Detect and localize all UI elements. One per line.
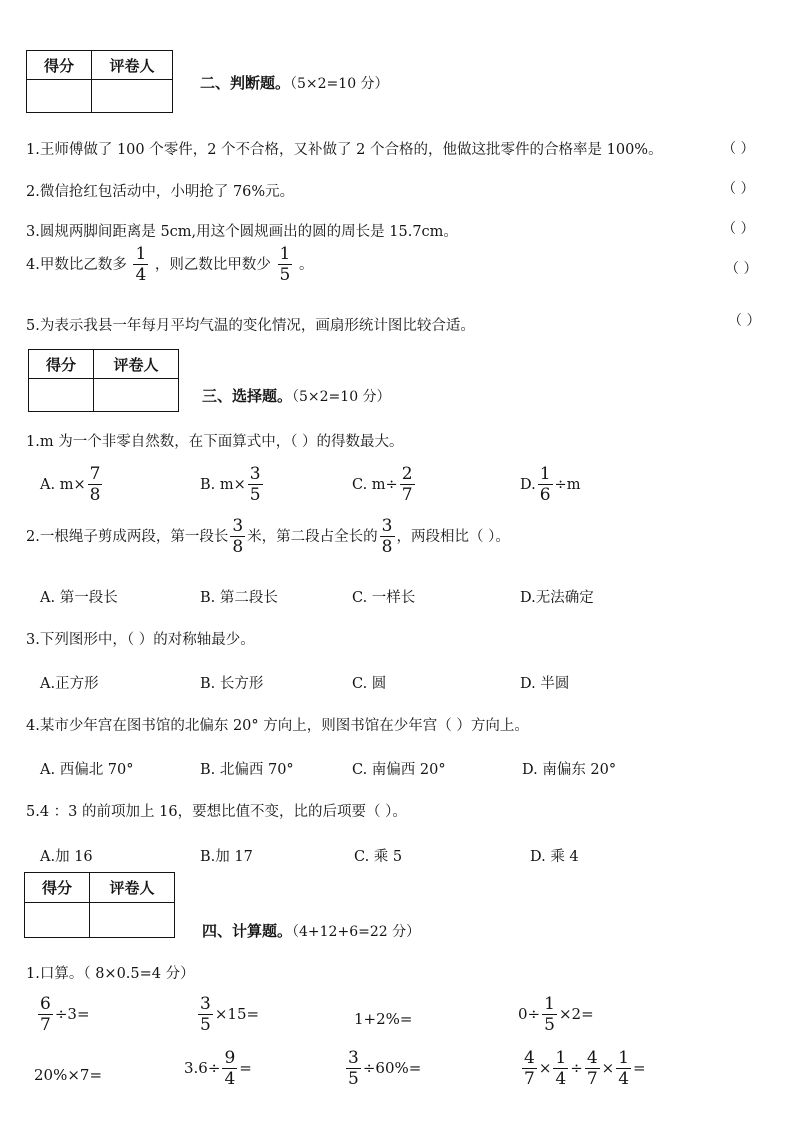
calc-item-3: 1+2%= xyxy=(354,1010,413,1028)
fraction-numerator: 3 xyxy=(348,1048,359,1068)
fraction-denominator: 7 xyxy=(586,1069,598,1089)
text-segment: ÷m xyxy=(554,477,581,493)
judge-question-5: 5.为表示我县一年每月平均气温的变化情况，画扇形统计图比较合适。 xyxy=(26,318,475,334)
fraction-numerator: 6 xyxy=(40,994,51,1014)
fraction xyxy=(230,518,245,556)
calc-question-1: 1.口算。（ 8×0.5=4 分） xyxy=(26,966,195,982)
option-d[interactable]: D.无法确定 xyxy=(520,590,594,606)
fraction-numerator: 3 xyxy=(249,464,261,484)
choice-question-3: 3.下列图形中，（ ）的对称轴最少。 xyxy=(26,632,255,648)
fraction xyxy=(198,996,213,1034)
option-b[interactable]: B. 长方形 xyxy=(200,676,264,692)
fraction xyxy=(222,1050,237,1088)
text-segment: ×2= xyxy=(558,1005,594,1023)
fraction-numerator: 1 xyxy=(555,1048,567,1068)
text-segment: 0÷ xyxy=(518,1005,541,1023)
fraction xyxy=(522,1050,537,1088)
text-segment: 2.一根绳子剪成两段，第一段长 xyxy=(26,529,229,545)
fraction xyxy=(133,246,148,284)
judge-question-1: 1.王师傅做了 100 个零件，2 个不合格，又补做了 2 个合格的，他做这批零件的合格率是 100%。 xyxy=(26,142,663,158)
section-title-choice xyxy=(202,385,391,406)
grader-label: 评卷人 xyxy=(94,350,179,379)
option-c[interactable]: C. 圆 xyxy=(352,676,387,692)
fraction-numerator: 3 xyxy=(200,994,211,1014)
text-segment: B. m× xyxy=(200,477,246,493)
fraction-denominator: 4 xyxy=(618,1069,630,1089)
option-b[interactable]: B. 第二段长 xyxy=(200,590,278,606)
fraction-denominator: 4 xyxy=(135,265,147,285)
grader-cell[interactable] xyxy=(94,379,179,412)
answer-paren-5[interactable]: （ ） xyxy=(728,313,761,329)
text-segment: C. m÷ xyxy=(352,477,398,493)
answer-paren-1[interactable]: （ ） xyxy=(722,141,755,157)
fraction xyxy=(616,1050,631,1088)
text-segment: D. xyxy=(520,477,536,493)
text-segment: = xyxy=(633,1059,646,1077)
text-segment: （5×2=10 分） xyxy=(290,76,389,92)
text-segment: ÷60%= xyxy=(362,1059,422,1077)
score-cell[interactable] xyxy=(27,80,92,113)
judge-question-4 xyxy=(26,246,313,284)
fraction-numerator: 7 xyxy=(89,464,101,484)
fraction-numerator: 4 xyxy=(586,1048,598,1068)
fraction xyxy=(346,1050,361,1088)
fraction-numerator: 3 xyxy=(381,516,393,536)
fraction-denominator: 6 xyxy=(539,485,551,505)
fraction-denominator: 7 xyxy=(40,1015,51,1035)
fraction-denominator: 4 xyxy=(224,1069,236,1089)
option-d[interactable]: D. 南偏东 20° xyxy=(522,762,617,778)
fraction-denominator: 5 xyxy=(200,1015,211,1035)
option-c[interactable]: C. 南偏西 20° xyxy=(352,762,446,778)
answer-paren-3[interactable]: （ ） xyxy=(722,221,755,237)
answer-paren-4[interactable]: （ ） xyxy=(725,261,758,277)
text-segment: 。 xyxy=(298,257,314,273)
fraction xyxy=(400,466,415,504)
section-title-calc xyxy=(202,920,420,941)
option-a[interactable]: A. 第一段长 xyxy=(40,590,118,606)
score-cell[interactable] xyxy=(25,903,90,938)
fraction-denominator: 5 xyxy=(279,265,291,285)
option-a[interactable] xyxy=(40,466,104,504)
text-segment: A. m× xyxy=(40,477,86,493)
fraction-numerator: 1 xyxy=(539,464,551,484)
choice-question-4: 4.某市少年宫在图书馆的北偏东 20° 方向上，则图书馆在少年宫（ ）方向上。 xyxy=(26,718,529,734)
text-segment: （5×2=10 分） xyxy=(292,389,391,405)
fraction xyxy=(542,996,557,1034)
score-label: 得分 xyxy=(27,51,92,80)
text-segment: 米，第二段占全长的 xyxy=(247,529,378,545)
text-segment: 4.甲数比乙数多 xyxy=(26,257,127,273)
choice-question-1: 1.m 为一个非零自然数，在下面算式中，（ ）的得数最大。 xyxy=(26,434,404,450)
text-segment: ，两段相比（ ）。 xyxy=(396,529,510,545)
text-segment: ÷ xyxy=(570,1059,583,1077)
fraction-numerator: 2 xyxy=(401,464,413,484)
fraction xyxy=(538,466,553,504)
text-segment: （4+12+6=22 分） xyxy=(292,924,421,940)
option-c[interactable]: C. 一样长 xyxy=(352,590,416,606)
fraction xyxy=(380,518,395,556)
judge-question-2: 2.微信抢红包活动中，小明抢了 76%元。 xyxy=(26,184,295,200)
option-b[interactable]: B. 北偏西 70° xyxy=(200,762,294,778)
text-segment: × xyxy=(601,1059,615,1077)
fraction-denominator: 8 xyxy=(89,485,101,505)
calc-item-4 xyxy=(518,996,594,1034)
fraction xyxy=(248,466,263,504)
fraction xyxy=(585,1050,600,1088)
text-segment: 四、计算题。 xyxy=(202,922,293,940)
fraction-numerator: 1 xyxy=(279,244,291,264)
calc-item-2 xyxy=(196,996,259,1034)
calc-item-1 xyxy=(36,996,90,1034)
section-title-judge xyxy=(200,72,389,93)
option-b[interactable]: B.加 17 xyxy=(200,849,253,865)
calc-item-6 xyxy=(184,1050,252,1088)
text-segment: 二、判断题。 xyxy=(200,74,291,92)
score-table-2 xyxy=(28,349,179,412)
fraction-denominator: 4 xyxy=(555,1069,567,1089)
fraction-numerator: 1 xyxy=(135,244,147,264)
fraction xyxy=(38,996,53,1034)
grader-cell[interactable] xyxy=(92,80,173,113)
grader-label: 评卷人 xyxy=(90,873,175,903)
fraction-numerator: 9 xyxy=(224,1048,236,1068)
option-b[interactable] xyxy=(200,466,265,504)
choice-question-5: 5.4 ：3 的前项加上 16，要想比值不变，比的后项要（ ）。 xyxy=(26,804,407,820)
score-cell[interactable] xyxy=(29,379,94,412)
fraction-numerator: 3 xyxy=(232,516,244,536)
option-a[interactable]: A. 西偏北 70° xyxy=(40,762,134,778)
score-label: 得分 xyxy=(29,350,94,379)
score-table-1 xyxy=(26,50,173,113)
score-label: 得分 xyxy=(25,873,90,903)
fraction xyxy=(278,246,293,284)
text-segment: ×15= xyxy=(214,1005,260,1023)
judge-question-3: 3.圆规两脚间距离是 5cm,用这个圆规画出的圆的周长是 15.7cm。 xyxy=(26,224,458,240)
grader-cell[interactable] xyxy=(90,903,175,938)
calc-item-8 xyxy=(520,1050,646,1088)
calc-item-7 xyxy=(344,1050,421,1088)
text-segment: ÷3= xyxy=(54,1005,90,1023)
option-d[interactable] xyxy=(520,466,580,504)
fraction-denominator: 8 xyxy=(232,537,244,557)
calc-item-5: 20%×7= xyxy=(34,1066,103,1084)
fraction xyxy=(553,1050,568,1088)
fraction-denominator: 5 xyxy=(348,1069,359,1089)
text-segment: = xyxy=(239,1059,252,1077)
text-segment: ，则乙数比甲数少 xyxy=(154,257,271,273)
fraction-denominator: 7 xyxy=(524,1069,535,1089)
fraction-numerator: 1 xyxy=(544,994,555,1014)
option-a[interactable]: A.加 16 xyxy=(40,849,93,865)
fraction-numerator: 1 xyxy=(618,1048,630,1068)
fraction-numerator: 4 xyxy=(524,1048,535,1068)
grader-label: 评卷人 xyxy=(92,51,173,80)
option-a[interactable]: A.正方形 xyxy=(40,676,99,692)
fraction-denominator: 7 xyxy=(401,485,413,505)
fraction-denominator: 8 xyxy=(381,537,393,557)
option-d[interactable]: D. 乘 4 xyxy=(530,849,579,865)
score-table-3 xyxy=(24,872,175,938)
option-c[interactable]: C. 乘 5 xyxy=(354,849,403,865)
option-c[interactable] xyxy=(352,466,417,504)
choice-question-2 xyxy=(26,518,510,556)
fraction xyxy=(88,466,103,504)
text-segment: 3.6÷ xyxy=(184,1059,221,1077)
text-segment: 三、选择题。 xyxy=(202,387,293,405)
text-segment: × xyxy=(538,1059,552,1077)
fraction-denominator: 5 xyxy=(249,485,261,505)
answer-paren-2[interactable]: （ ） xyxy=(722,181,755,197)
fraction-denominator: 5 xyxy=(544,1015,555,1035)
option-d[interactable]: D. 半圆 xyxy=(520,676,570,692)
